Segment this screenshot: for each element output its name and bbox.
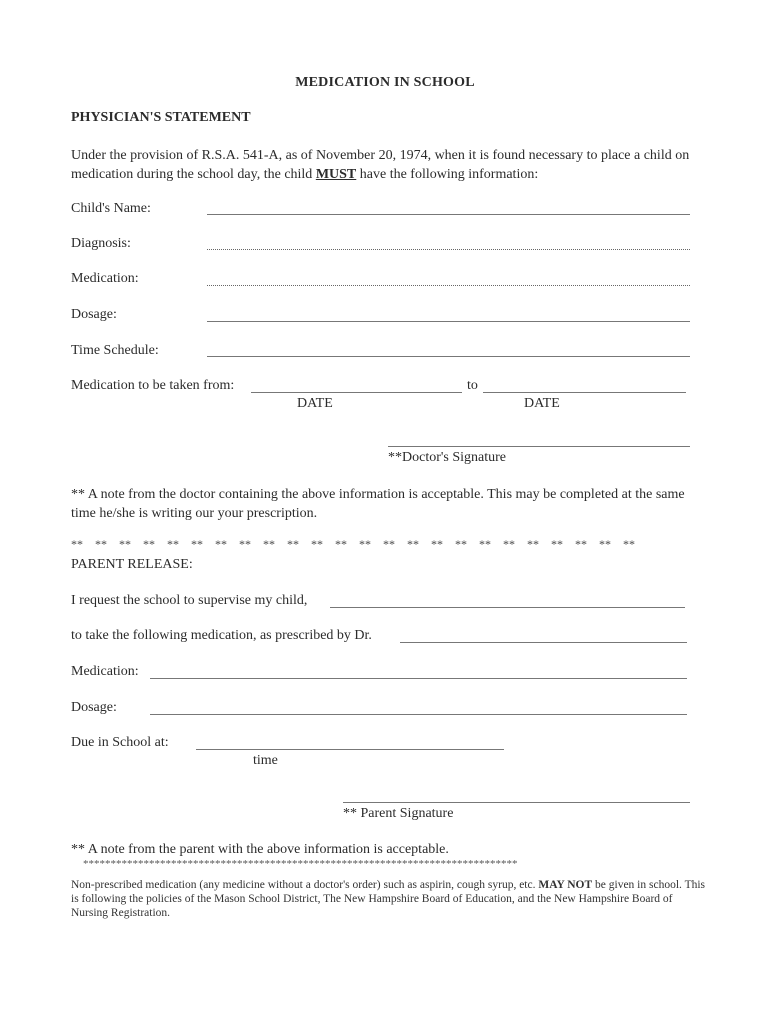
childs-name-field[interactable]: [207, 214, 690, 215]
footer-policy-text: [71, 878, 711, 920]
doctor-signature-caption: **Doctor's Signature: [388, 450, 507, 465]
start-date-caption: DATE: [297, 396, 333, 411]
to-label: to: [467, 378, 478, 393]
footer-text-after: be given in school. This is following the policies of the Mason School District, The New Hampshire Board of Education, and the New Hampshire Board of Nursing Registration.: [71, 879, 706, 919]
may-not-emphasis: MAY NOT: [538, 879, 593, 891]
physician-heading: PHYSICIAN'S STATEMENT: [71, 110, 251, 125]
intro-text-after: have the following information:: [356, 167, 539, 182]
end-date-caption: DATE: [524, 396, 560, 411]
physician-intro: [71, 146, 711, 184]
footer-divider: *******************************************************************************: [83, 858, 518, 870]
dosage-field[interactable]: [207, 321, 690, 322]
must-emphasis: MUST: [315, 167, 357, 182]
time-schedule-field[interactable]: [207, 356, 690, 357]
parent-medication-field[interactable]: [150, 678, 687, 679]
intro-text-before: Under the provision of R.S.A. 541-A, as of November 20, 1974, when it is found necessary to place a child on medication during the school day, the child: [71, 148, 690, 182]
dosage-label: Dosage:: [71, 307, 117, 322]
start-date-field[interactable]: [251, 392, 462, 393]
parent-signature-caption: ** Parent Signature: [343, 806, 454, 821]
end-date-field[interactable]: [483, 392, 686, 393]
doctor-note: ** A note from the doctor containing the above information is acceptable. This may be completed at the same time he/she is writing our your prescription.: [71, 487, 685, 521]
parent-signature-field[interactable]: [343, 802, 690, 803]
medication-field[interactable]: [207, 285, 690, 286]
parent-dosage-field[interactable]: [150, 714, 687, 715]
prescribed-by-label: to take the following medication, as prescribed by Dr.: [71, 628, 372, 643]
section-divider: ** ** ** ** ** ** ** ** ** ** ** ** ** ** ** ** ** ** ** ** ** ** ** **: [71, 537, 635, 551]
taken-from-label: Medication to be taken from:: [71, 378, 235, 393]
request-label: I request the school to supervise my child,: [71, 593, 308, 608]
parent-note: ** A note from the parent with the above information is acceptable.: [71, 842, 449, 857]
time-caption: time: [253, 753, 278, 768]
childs-name-label: Child's Name:: [71, 201, 151, 216]
page-title: MEDICATION IN SCHOOL: [295, 75, 475, 90]
footer-text-before: Non-prescribed medication (any medicine without a doctor's order) such as aspirin, cough syrup, etc.: [71, 879, 539, 891]
time-schedule-label: Time Schedule:: [71, 343, 159, 358]
parent-medication-label: Medication:: [71, 664, 139, 679]
medication-label: Medication:: [71, 271, 139, 286]
child-name-field[interactable]: [330, 607, 685, 608]
parent-heading: PARENT RELEASE:: [71, 557, 193, 572]
due-time-field[interactable]: [196, 749, 504, 750]
diagnosis-field[interactable]: [207, 249, 690, 250]
parent-dosage-label: Dosage:: [71, 700, 117, 715]
doctor-name-field[interactable]: [400, 642, 687, 643]
doctor-signature-field[interactable]: [388, 446, 690, 447]
diagnosis-label: Diagnosis:: [71, 236, 131, 251]
due-in-school-label: Due in School at:: [71, 735, 169, 750]
